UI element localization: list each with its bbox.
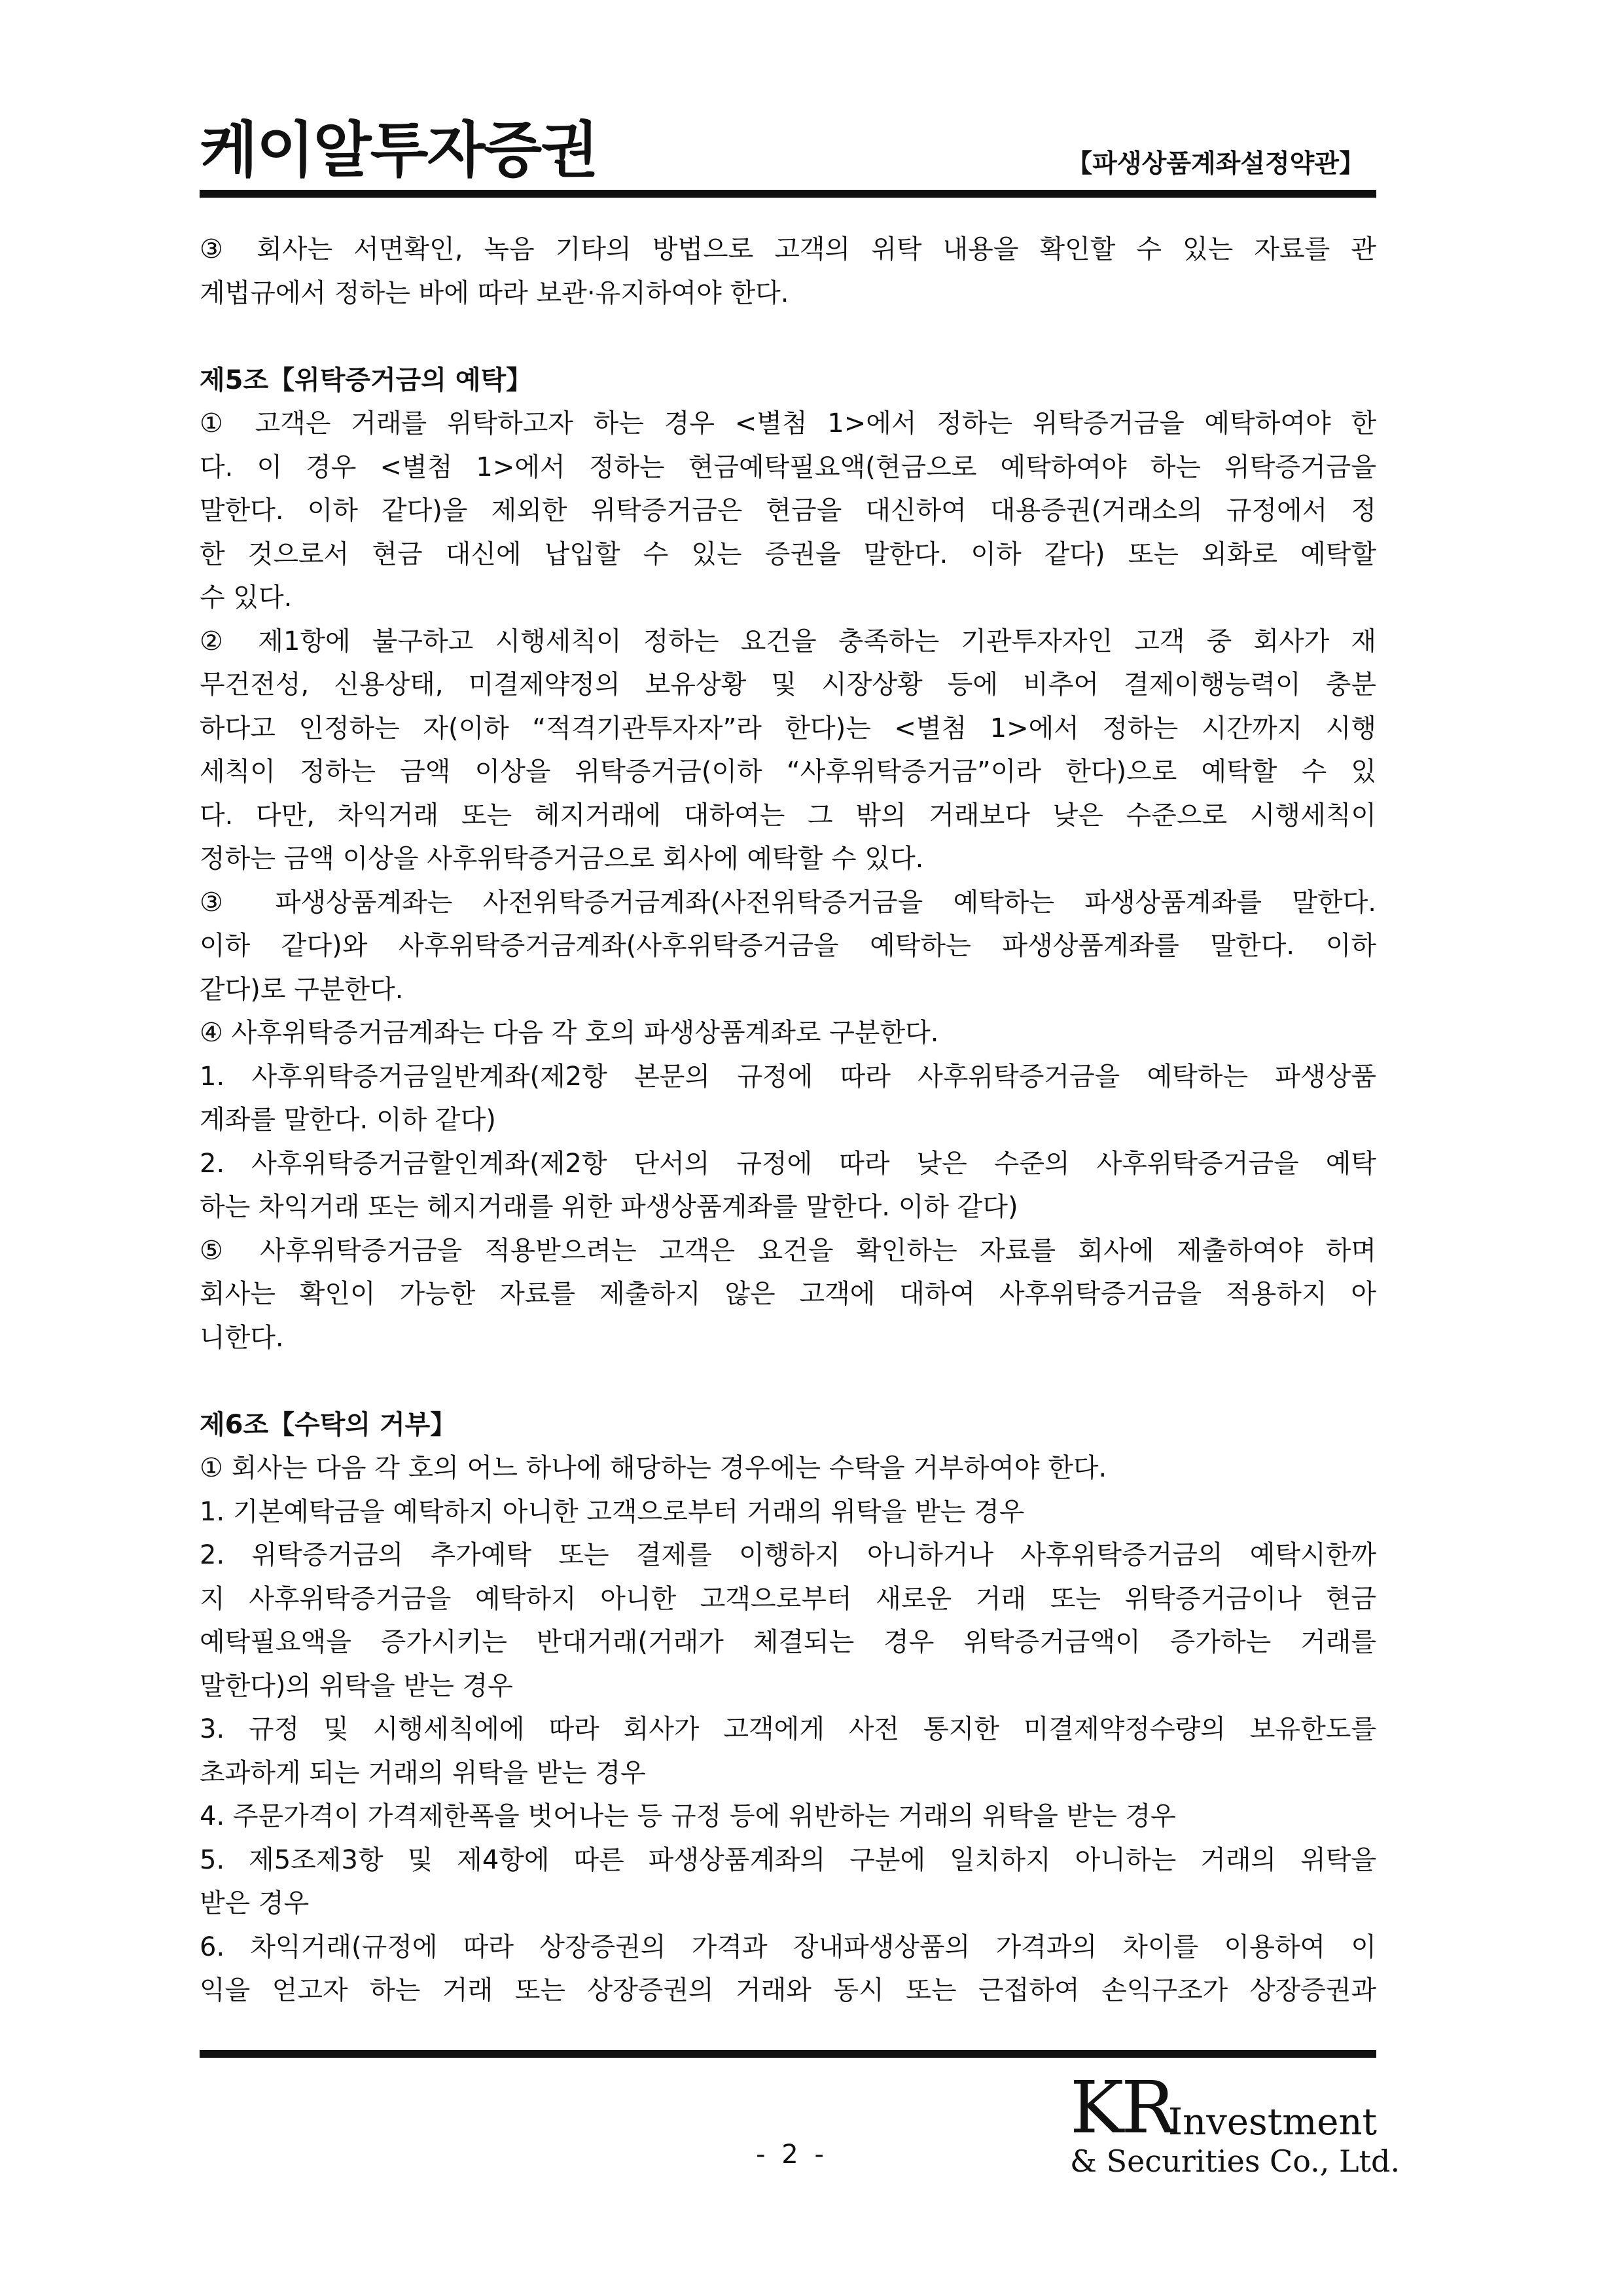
logo-kr: KR [1070, 2066, 1173, 2149]
body-line: 5. 제5조제3항 및 제4항에 따른 파생상품계좌의 구분에 일치하지 아니하는 거래의 위탁을 [200, 1844, 1376, 1875]
body-line: ③ 회사는 서면확인, 녹음 기타의 방법으로 고객의 위탁 내용을 확인할 수 있는 자료를 관 [200, 234, 1376, 264]
company-logo-text: 케이알투자증권 [200, 115, 598, 185]
body-line: 1. 사후위탁증거금일반계좌(제2항 본문의 규정에 따라 사후위탁증거금을 예탁하는 파생상품 [200, 1061, 1376, 1092]
article-5-heading: 제5조【위탁증거금의 예탁】 [200, 365, 533, 395]
company-logo [1070, 2066, 1400, 2179]
body-line: 2. 사후위탁증거금할인계좌(제2항 단서의 규정에 따라 낮은 수준의 사후위탁증거금을 예탁 [200, 1148, 1376, 1179]
footer-divider [200, 2050, 1376, 2058]
body-line: 말한다)의 위탁을 받는 경우 [200, 1670, 513, 1701]
article-6-heading: 제6조【수탁의 거부】 [200, 1409, 457, 1440]
blank-line [200, 315, 1376, 359]
body-line: 세칙이 정하는 금액 이상을 위탁증거금(이하 “사후위탁증거금”이라 한다)으로 예탁할 수 있 [200, 757, 1376, 787]
document-title: 【파생상품계좌설정약관】 [1067, 149, 1364, 179]
body-line: 1. 기본예탁금을 예탁하지 아니한 고객으로부터 거래의 위탁을 받는 경우 [200, 1496, 1025, 1527]
page-header [200, 108, 1371, 193]
body-line: ⑤ 사후위탁증거금을 적용받으려는 고객은 요건을 확인하는 자료를 회사에 제출하여야 하며 [200, 1235, 1376, 1266]
body-line: ③ 파생상품계좌는 사전위탁증거금계좌(사전위탁증거금을 예탁하는 파생상품계좌를 말한다. [200, 887, 1376, 918]
body-line: 하다고 인정하는 자(이하 “적격기관투자자”라 한다)는 <별첨 1>에서 정하는 시간까지 시행 [200, 713, 1376, 744]
header-divider [200, 190, 1376, 198]
body-line: 6. 차익거래(규정에 따라 상장증권의 가격과 장내파생상품의 가격과의 차이를 이용하여 이 [200, 1931, 1376, 1962]
body-line: 정하는 금액 이상을 사후위탁증거금으로 회사에 예탁할 수 있다. [200, 844, 924, 874]
body-line: 지 사후위탁증거금을 예탁하지 아니한 고객으로부터 새로운 거래 또는 위탁증거금이나 현금 [200, 1583, 1376, 1614]
body-line: 예탁필요액을 증가시키는 반대거래(거래가 체결되는 경우 위탁증거금액이 증가하는 거래를 [200, 1627, 1376, 1657]
body-line: ① 회사는 다음 각 호의 어느 하나에 해당하는 경우에는 수탁을 거부하여야 한다. [200, 1453, 1107, 1483]
body-line: 같다)로 구분한다. [200, 974, 404, 1005]
body-line: 받은 경우 [200, 1888, 310, 1918]
page-number: - 2 - [756, 2140, 828, 2170]
document-body [200, 228, 1376, 2013]
body-line: 다. 다만, 차익거래 또는 헤지거래에 대하여는 그 밖의 거래보다 낮은 수준으로 시행세칙이 [200, 800, 1376, 831]
body-line: ② 제1항에 불구하고 시행세칙이 정하는 요건을 충족하는 기관투자자인 고객 중 회사가 재 [200, 626, 1376, 656]
logo-investment: Investment [1168, 2101, 1378, 2144]
body-line: 말한다. 이하 같다)을 제외한 위탁증거금은 현금을 대신하여 대용증권(거래소의 규정에서 정 [200, 495, 1376, 526]
body-line: ① 고객은 거래를 위탁하고자 하는 경우 <별첨 1>에서 정하는 위탁증거금을 예탁하여야 한 [200, 408, 1376, 439]
body-line: 수 있다. [200, 583, 293, 613]
body-line: 회사는 확인이 가능한 자료를 제출하지 않은 고객에 대하여 사후위탁증거금을 적용하지 아 [200, 1279, 1376, 1309]
body-line: 2. 위탁증거금의 추가예탁 또는 결제를 이행하지 아니하거나 사후위탁증거금의 예탁시한까 [200, 1540, 1376, 1570]
blank-line [200, 1359, 1376, 1403]
body-line: 계좌를 말한다. 이하 같다) [200, 1105, 496, 1135]
body-line: 4. 주문가격이 가격제한폭을 벗어나는 등 규정 등에 위반하는 거래의 위탁을 받는 경우 [200, 1801, 1176, 1831]
body-line: 익을 얻고자 하는 거래 또는 상장증권의 거래와 동시 또는 근접하여 손익구조가 상장증권과 [200, 1975, 1376, 2005]
body-line: 한 것으로서 현금 대신에 납입할 수 있는 증권을 말한다. 이하 같다) 또는 외화로 예탁할 [200, 539, 1376, 569]
body-line: 하는 차익거래 또는 헤지거래를 위한 파생상품계좌를 말한다. 이하 같다) [200, 1192, 1018, 1222]
logo-securities: & Securities Co., Ltd. [1070, 2144, 1400, 2179]
body-line: 초과하게 되는 거래의 위탁을 받는 경우 [200, 1757, 646, 1788]
body-line: 다. 이 경우 <별첨 1>에서 정하는 현금예탁필요액(현금으로 예탁하여야 하는 위탁증거금을 [200, 452, 1376, 482]
body-line: 무건전성, 신용상태, 미결제약정의 보유상황 및 시장상황 등에 비추어 결제이행능력이 충분 [200, 670, 1376, 700]
body-line: 이하 같다)와 사후위탁증거금계좌(사후위탁증거금을 예탁하는 파생상품계좌를 말한다. 이하 [200, 931, 1376, 961]
body-line: ④ 사후위탁증거금계좌는 다음 각 호의 파생상품계좌로 구분한다. [200, 1018, 939, 1048]
body-line: 니한다. [200, 1322, 284, 1353]
body-line: 3. 규정 및 시행세칙에에 따라 회사가 고객에게 사전 통지한 미결제약정수량의 보유한도를 [200, 1714, 1376, 1744]
body-line: 계법규에서 정하는 바에 따라 보관·유지하여야 한다. [200, 278, 789, 308]
